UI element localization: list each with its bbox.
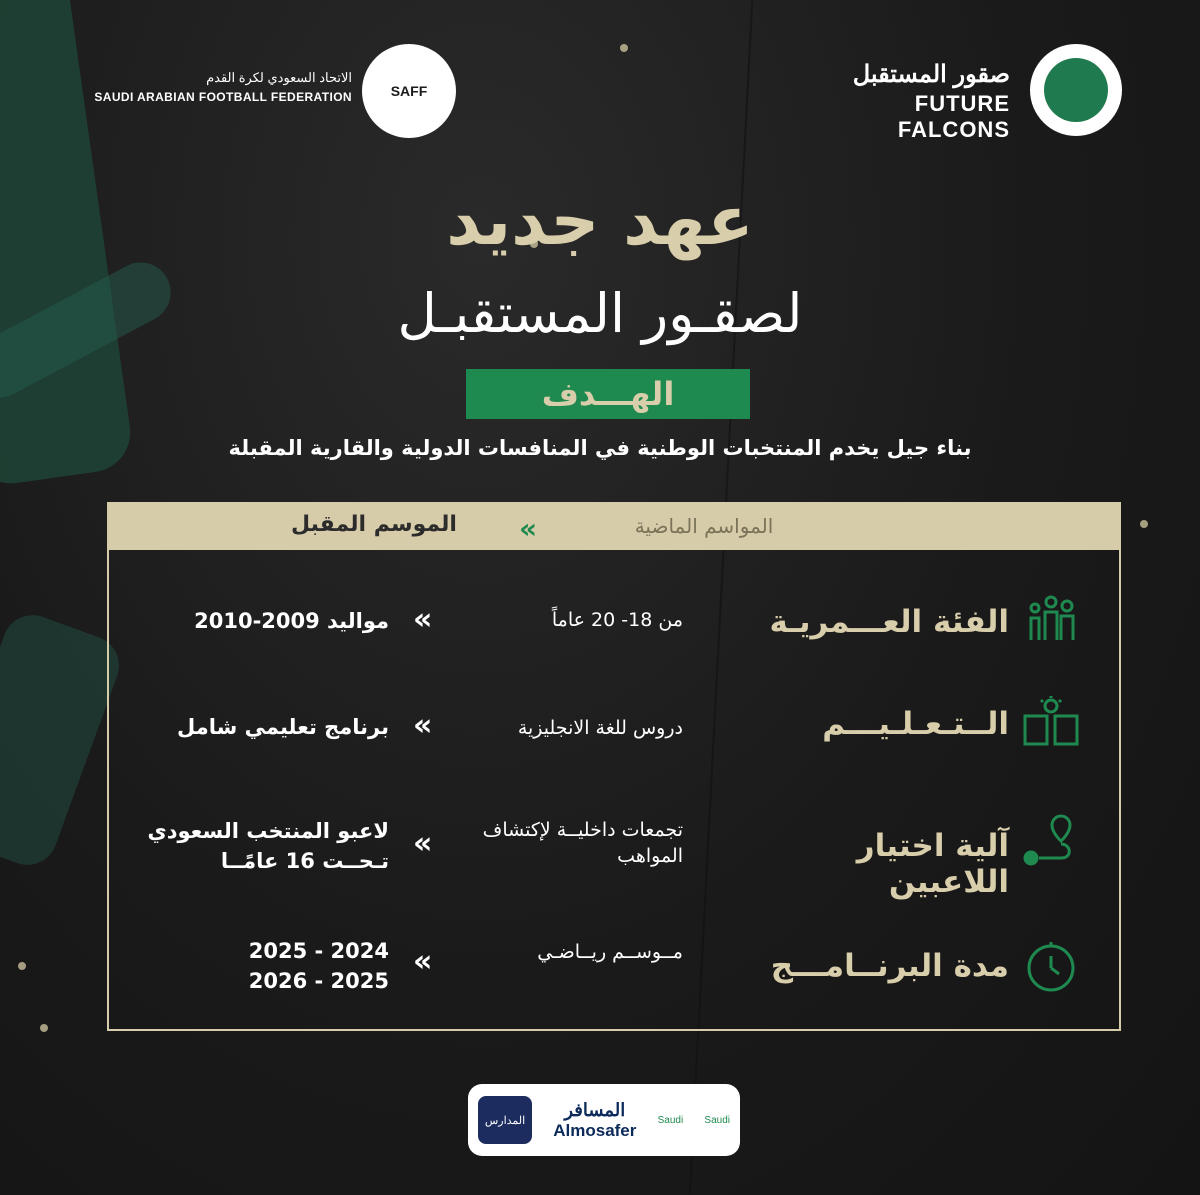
future-falcons-logo [1030, 44, 1122, 136]
saff-name [72, 70, 352, 104]
title-line-1: عهد جديد [446, 182, 754, 261]
header-next-season: الموسم المقبل [291, 512, 457, 537]
saff-logo-text: SAFF [390, 83, 428, 99]
saff-name-en: SAUDI ARABIAN FOOTBALL FEDERATION [94, 90, 352, 104]
chevron-left-icon: « [413, 602, 433, 637]
row-label: الفئة العـــمريـة [769, 604, 1009, 640]
chevron-left-icon: « [413, 826, 433, 861]
family-icon [1021, 588, 1081, 648]
row-next-line: 2024 - 2025 [248, 939, 389, 963]
table-row [109, 800, 1119, 910]
title-line-2: لصقـور المستقبـل [397, 282, 803, 345]
table-row [109, 566, 1119, 676]
future-falcons-name [800, 60, 1010, 143]
madaris-logo: المدارس [478, 1096, 532, 1144]
saff-logo [362, 44, 456, 138]
future-falcons-name-en: FUTURE FALCONS [897, 91, 1010, 142]
saudi-olympic-logo: Saudi [704, 1114, 730, 1126]
table-header [109, 504, 1119, 550]
header [0, 40, 1200, 150]
route-pin-icon [1021, 810, 1081, 870]
football-icon [1044, 58, 1108, 122]
saudi-paralympic-logo: Saudi [657, 1114, 684, 1126]
book-lightbulb-icon [1021, 692, 1081, 752]
goal-label: الهـــدف [541, 375, 675, 413]
table-row [109, 676, 1119, 786]
row-next-line: 2025 - 2026 [248, 969, 389, 994]
almosafer-en: Almosafer [553, 1120, 637, 1140]
goal-text: بناء جيل يخدم المنتخبات الوطنية في المنافسات الدولية والقارية المقبلة [228, 436, 972, 460]
row-past: دروس للغة الانجليزية [517, 717, 683, 739]
header-past-seasons: المواسم الماضية [634, 514, 774, 538]
stopwatch-icon [1021, 936, 1081, 996]
sponsor-strip [468, 1084, 740, 1156]
row-past: تجمعات داخليــة لإكتشاف المواهب [482, 819, 683, 867]
saff-name-ar: الاتحاد السعودي لكرة القدم [206, 70, 352, 85]
row-next: لاعبو المنتخب السعودي تـحــت 16 عامًــا [147, 819, 389, 874]
row-label: الــتـعـلـيـــم [822, 706, 1009, 742]
comparison-table [107, 502, 1121, 1031]
row-next [129, 936, 389, 997]
row-next: مواليد 2009-2010 [194, 609, 389, 633]
chevron-left-icon: « [413, 708, 433, 743]
gold-speck [1140, 520, 1148, 528]
future-falcons-name-ar: صقور المستقبل [852, 61, 1010, 88]
row-past: مــوســم ريــاضـي [537, 941, 683, 963]
row-label: آلية اختيار اللاعبين [856, 828, 1009, 900]
almosafer-logo [553, 1100, 636, 1141]
row-label: مدة البرنــامـــج [770, 948, 1009, 984]
gold-speck [18, 962, 26, 970]
table-row [109, 912, 1119, 1022]
chevron-left-icon: « [519, 512, 538, 545]
goal-badge [466, 369, 750, 419]
row-next: برنامج تعليمي شامل [177, 715, 389, 739]
gold-speck [40, 1024, 48, 1032]
chevron-left-icon: « [413, 944, 433, 979]
row-past: من 18- 20 عاماً [551, 609, 683, 631]
almosafer-ar: المسافر [564, 1099, 626, 1120]
